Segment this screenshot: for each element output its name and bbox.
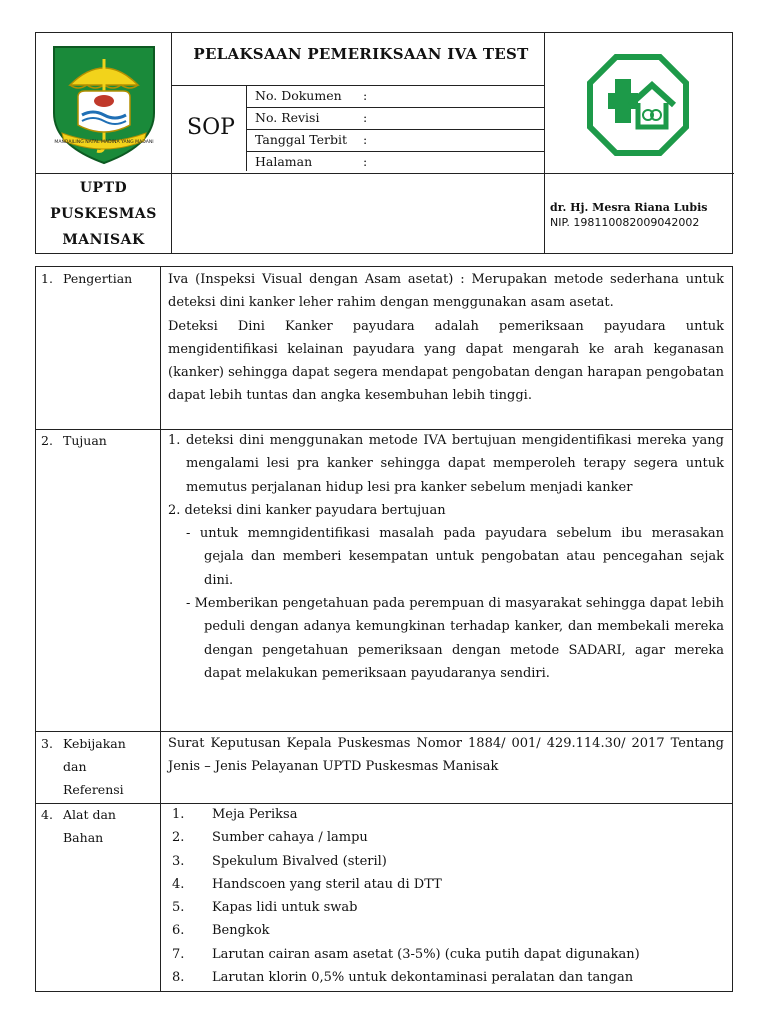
section-title: Bahan [63, 830, 104, 845]
tool-name: Kapas lidi untuk swab [212, 900, 358, 916]
section-label-pengertian [41, 267, 156, 290]
tool-name: Handscoen yang steril atau di DTT [212, 876, 442, 892]
column-divider [160, 267, 161, 991]
meta-value: : [363, 110, 368, 125]
section-label-kebijakan [41, 732, 156, 801]
tool-name: Spekulum Bivalved (steril) [212, 853, 387, 869]
tool-number: 7. [172, 946, 185, 962]
org-line: MANISAK [62, 232, 145, 248]
meta-label: No. Dokumen [255, 88, 342, 103]
section-title: Kebijakan [63, 736, 126, 751]
section-title: Pengertian [63, 271, 133, 286]
tool-item [172, 850, 724, 873]
tool-number: 1. [172, 807, 185, 822]
meta-value: : [363, 88, 368, 103]
tool-name: Sumber cahaya / lampu [212, 830, 368, 846]
list-item: 2. deteksi dini kanker payudara bertujuan [168, 502, 446, 518]
tool-number: 5. [172, 900, 185, 916]
section-content-kebijakan [168, 732, 724, 779]
tool-name: Meja Periksa [212, 807, 298, 822]
tool-item [172, 803, 724, 826]
header-divider [171, 33, 172, 253]
section-label-alat-bahan [41, 803, 156, 849]
org-line: PUSKESMAS [50, 206, 157, 222]
section-number: 2. [41, 433, 53, 448]
document-title: PELAKSAAN PEMERIKSAAN IVA TEST [193, 45, 529, 63]
header-divider [246, 85, 247, 171]
tool-number: 2. [172, 830, 185, 846]
sub-list-item: - untuk memngidentifikasi masalah pada payudara sebelum ibu merasakan gejala dan memberi kesempatan untuk pengobatan atau pencegahan sejak dini. [186, 526, 724, 588]
sop-label: SOP [187, 115, 235, 140]
meta-label: Halaman [255, 154, 313, 169]
tool-list [172, 803, 724, 989]
section-number: 3. [41, 736, 53, 751]
org-line: UPTD [79, 180, 128, 196]
tool-name: Larutan cairan asam asetat (3-5%) (cuka putih dapat digunakan) [212, 946, 640, 962]
tool-item [172, 826, 724, 849]
organization-name [36, 175, 171, 253]
signer-nip: NIP. 198110082009042002 [550, 216, 700, 229]
sub-list-item: - Memberikan pengetahuan pada perempuan di masyarakat sehingga dapat lebih peduli dengan adanya kemungkinan terhadap kanker, dan membekali mereka dengan pengetahuan pemeriksaan dengan metode SADARI, agar mereka dapat melakukan pemeriksaan payudaranya sendiri. [186, 596, 724, 681]
tool-name: Bengkok [212, 923, 270, 939]
paragraph: Iva (Inspeksi Visual dengan Asam asetat) : Merupakan metode sederhana untuk deteksi dini kanker leher rahim dengan menggunakan asam asetat. [168, 272, 724, 311]
tool-item [172, 873, 724, 896]
paragraph: Surat Keputusan Kepala Puskesmas Nomor 1884/ 001/ 429.114.30/ 2017 Tentang Jenis – Jenis Pelayanan UPTD Puskesmas Manisak [168, 736, 724, 775]
section-title: Referensi [63, 782, 124, 797]
meta-row-revision [248, 107, 544, 129]
meta-row-page [248, 151, 544, 173]
tool-item [172, 943, 724, 966]
meta-label: Tanggal Terbit [255, 132, 348, 147]
regency-logo [48, 41, 160, 167]
regency-logo-motto: MANDAILING NATAL MADINA YANG MADANI [54, 140, 154, 145]
tool-number: 3. [172, 853, 185, 869]
section-label-tujuan [41, 429, 156, 452]
sop-header-table [35, 32, 733, 254]
section-title: Alat dan [63, 807, 116, 822]
section-content-tujuan [168, 429, 724, 685]
tool-number: 6. [172, 923, 185, 939]
paragraph: Deteksi Dini Kanker payudara adalah pemeriksaan payudara untuk mengidentifikasi kelainan payudara yang dapat mengarah ke arah keganasan (kanker) sehingga dapat segera mendapat pengobatan dengan harapan pengobatan dapat lebih tuntas dan angka kesembuhan lebih tinggi. [168, 318, 724, 404]
section-number: 1. [41, 271, 53, 286]
header-divider [36, 173, 734, 174]
section-title: Tujuan [63, 433, 107, 448]
section-number: 4. [41, 807, 53, 822]
section-content-pengertian [168, 268, 724, 408]
signer-name: dr. Hj. Mesra Riana Lubis [550, 201, 708, 214]
puskesmas-logo [586, 53, 690, 157]
meta-value: : [363, 132, 368, 147]
meta-row-document-number [248, 85, 544, 107]
header-divider [544, 33, 545, 253]
section-title: dan [63, 759, 87, 774]
meta-label: No. Revisi [255, 110, 320, 125]
tool-item [172, 896, 724, 919]
list-item: 1. deteksi dini menggunakan metode IVA bertujuan mengidentifikasi mereka yang mengalami lesi pra kanker sehingga dapat memperoleh terapy segera untuk memutus perjalanan hidup lesi pra kanker sebelum menjadi kanker [168, 433, 724, 495]
meta-value: : [363, 154, 368, 169]
tool-item [172, 966, 724, 989]
meta-row-issue-date [248, 129, 544, 151]
tool-number: 8. [172, 970, 185, 986]
tool-number: 4. [172, 876, 185, 892]
tool-item [172, 919, 724, 942]
tool-name: Larutan klorin 0,5% untuk dekontaminasi peralatan dan tangan [212, 970, 634, 986]
signer-block [550, 200, 708, 230]
sop-content-table [35, 266, 733, 992]
